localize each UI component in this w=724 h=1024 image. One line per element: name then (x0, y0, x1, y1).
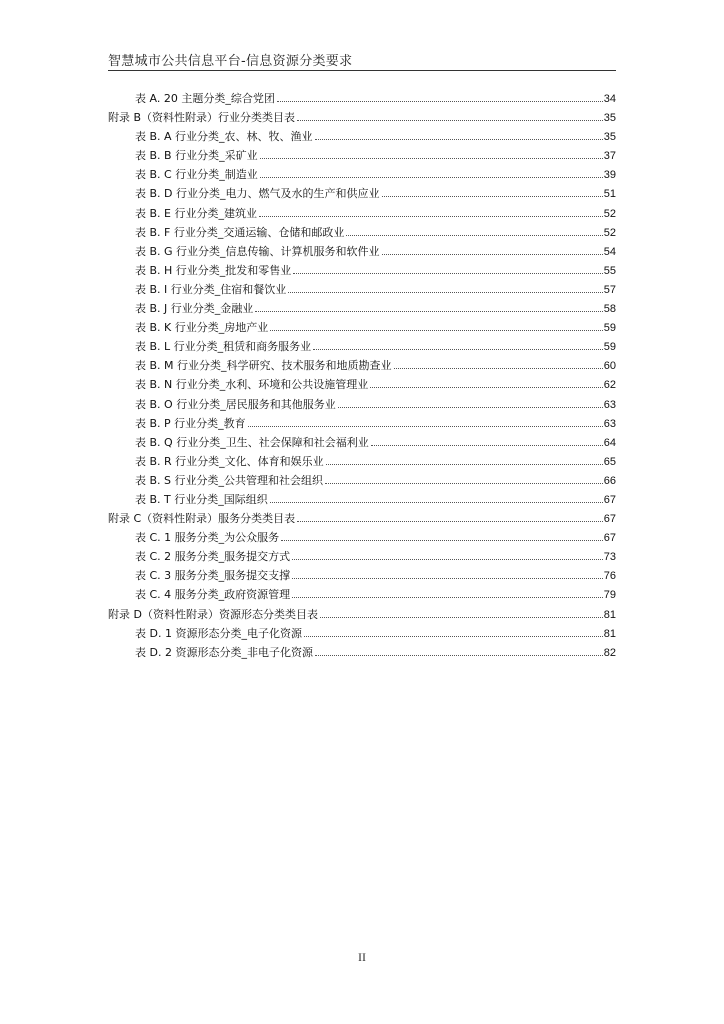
toc-table-entry[interactable] (108, 280, 616, 299)
toc-entry-label: 表 B. G 行业分类_信息传输、计算机服务和软件业 (135, 244, 380, 258)
toc-entry-page: 54 (603, 245, 616, 258)
toc-entry-label: 表 B. S 行业分类_公共管理和社会组织 (135, 473, 324, 487)
toc-entry-page: 51 (603, 188, 616, 201)
dot-leader (277, 100, 603, 102)
toc-entry-page: 35 (603, 131, 616, 144)
toc-table-entry[interactable] (108, 337, 616, 356)
toc-entry-label: 表 B. M 行业分类_科学研究、技术服务和地质勘查业 (135, 359, 392, 373)
toc-entry-label: 表 B. C 行业分类_制造业 (135, 168, 258, 182)
toc-table-entry[interactable] (108, 585, 616, 604)
toc-entry-page: 39 (603, 169, 616, 182)
toc-entry-label: 附录 B（资料性附录）行业分类类目表 (108, 111, 296, 125)
toc-entry-page: 59 (603, 322, 616, 335)
dot-leader (255, 310, 602, 312)
toc-entry-label: 表 B. J 行业分类_金融业 (135, 302, 254, 316)
toc-entry-label: 表 B. A 行业分类_农、林、牧、渔业 (135, 130, 313, 144)
toc-table-entry[interactable] (108, 624, 616, 643)
dot-leader (270, 329, 603, 331)
toc-table-entry[interactable] (108, 395, 616, 414)
toc-table-entry[interactable] (108, 528, 616, 547)
toc-entry-page: 73 (603, 551, 616, 564)
toc-entry-page: 35 (603, 112, 616, 125)
toc-entry-label: 表 B. R 行业分类_文化、体育和娱乐业 (135, 454, 324, 468)
toc-table-entry[interactable] (108, 165, 616, 184)
toc-entry-label: 表 B. N 行业分类_水利、环境和公共设施管理业 (135, 378, 369, 392)
toc-table-entry[interactable] (108, 204, 616, 223)
toc-entry-label: 表 B. E 行业分类_建筑业 (135, 206, 257, 220)
dot-leader (297, 520, 603, 522)
toc-entry-label: 附录 C（资料性附录）服务分类类目表 (108, 512, 296, 526)
toc-table-entry[interactable] (108, 471, 616, 490)
toc-table-entry[interactable] (108, 146, 616, 165)
dot-leader (270, 501, 603, 503)
dot-leader (297, 119, 603, 121)
dot-leader (288, 291, 602, 293)
toc-entry-label: 表 C. 2 服务分类_服务提交方式 (135, 550, 291, 564)
toc-entry-page: 67 (603, 532, 616, 545)
toc-entry-page: 63 (603, 398, 616, 411)
toc-table-entry[interactable] (108, 242, 616, 261)
toc-entry-page: 67 (603, 493, 616, 506)
dot-leader (346, 234, 602, 236)
toc-table-entry[interactable] (108, 356, 616, 375)
toc-entry-page: 65 (603, 455, 616, 468)
toc-entry-label: 表 B. T 行业分类_国际组织 (135, 492, 268, 506)
toc-entry-page: 37 (603, 150, 616, 163)
toc-entry-label: 表 B. K 行业分类_房地产业 (135, 321, 269, 335)
table-of-contents (108, 89, 616, 662)
toc-entry-page: 57 (603, 283, 616, 296)
toc-entry-page: 60 (603, 360, 616, 373)
toc-table-entry[interactable] (108, 547, 616, 566)
toc-entry-label: 表 D. 1 资源形态分类_电子化资源 (135, 626, 302, 640)
toc-entry-page: 76 (603, 570, 616, 583)
dot-leader (293, 272, 602, 274)
toc-entry-label: 表 B. B 行业分类_采矿业 (135, 149, 258, 163)
dot-leader (338, 406, 603, 408)
toc-entry-label: 表 B. H 行业分类_批发和零售业 (135, 263, 292, 277)
dot-leader (292, 577, 603, 579)
running-header: 智慧城市公共信息平台-信息资源分类要求 (108, 54, 353, 69)
toc-entry-page: 55 (603, 264, 616, 277)
toc-entry-label: 表 C. 4 服务分类_政府资源管理 (135, 588, 291, 602)
dot-leader (304, 635, 603, 637)
toc-entry-page: 52 (603, 207, 616, 220)
dot-leader (371, 444, 603, 446)
toc-table-entry[interactable] (108, 89, 616, 108)
dot-leader (325, 482, 603, 484)
toc-table-entry[interactable] (108, 452, 616, 471)
header-divider (108, 70, 616, 71)
toc-entry-label: 表 C. 1 服务分类_为公众服务 (135, 531, 280, 545)
dot-leader (260, 176, 603, 178)
toc-entry-page: 79 (603, 589, 616, 602)
toc-entry-label: 表 D. 2 资源形态分类_非电子化资源 (135, 645, 313, 659)
toc-entry-label: 表 C. 3 服务分类_服务提交支撑 (135, 569, 291, 583)
toc-entry-page: 58 (603, 303, 616, 316)
toc-entry-page: 81 (603, 608, 616, 621)
toc-table-entry[interactable] (108, 299, 616, 318)
toc-entry-label: 表 B. I 行业分类_住宿和餐饮业 (135, 282, 287, 296)
toc-table-entry[interactable] (108, 127, 616, 146)
toc-table-entry[interactable] (108, 433, 616, 452)
toc-entry-page: 34 (603, 93, 616, 105)
dot-leader (281, 539, 603, 541)
toc-entry-page: 67 (603, 513, 616, 526)
toc-entry-label: 附录 D（资料性附录）资源形态分类类目表 (108, 607, 318, 621)
toc-entry-page: 52 (603, 226, 616, 239)
toc-entry-page: 66 (603, 474, 616, 487)
dot-leader (313, 348, 603, 350)
toc-entry-page: 62 (603, 379, 616, 392)
toc-entry-label: 表 A. 20 主题分类_综合党团 (135, 92, 275, 105)
dot-leader (320, 616, 603, 618)
page-number: II (358, 950, 366, 964)
toc-table-entry[interactable] (108, 223, 616, 242)
dot-leader (315, 654, 603, 656)
toc-entry-label: 表 B. D 行业分类_电力、燃气及水的生产和供应业 (135, 187, 380, 201)
dot-leader (248, 425, 603, 427)
toc-table-entry[interactable] (108, 318, 616, 337)
toc-entry-label: 表 B. O 行业分类_居民服务和其他服务业 (135, 397, 336, 411)
toc-entry-page: 82 (603, 646, 616, 659)
toc-appendix-entry[interactable] (108, 509, 616, 528)
toc-table-entry[interactable] (108, 643, 616, 662)
toc-table-entry[interactable] (108, 261, 616, 280)
dot-leader (382, 253, 603, 255)
toc-table-entry[interactable] (108, 490, 616, 509)
toc-table-entry[interactable] (108, 414, 616, 433)
dot-leader (292, 558, 603, 560)
toc-entry-page: 64 (603, 436, 616, 449)
dot-leader (370, 386, 602, 388)
toc-entry-label: 表 B. Q 行业分类_卫生、社会保障和社会福利业 (135, 435, 369, 449)
dot-leader (259, 215, 603, 217)
dot-leader (292, 596, 603, 598)
toc-appendix-entry[interactable] (108, 605, 616, 624)
toc-entry-page: 59 (603, 341, 616, 354)
dot-leader (260, 157, 603, 159)
toc-entry-label: 表 B. L 行业分类_租赁和商务服务业 (135, 340, 312, 354)
toc-entry-label: 表 B. P 行业分类_教育 (135, 416, 246, 430)
toc-table-entry[interactable] (108, 566, 616, 585)
dot-leader (326, 463, 603, 465)
toc-appendix-entry[interactable] (108, 108, 616, 127)
toc-entry-label: 表 B. F 行业分类_交通运输、仓储和邮政业 (135, 225, 345, 239)
toc-table-entry[interactable] (108, 184, 616, 203)
toc-entry-page: 63 (603, 417, 616, 430)
toc-entry-page: 81 (603, 627, 616, 640)
dot-leader (315, 138, 603, 140)
dot-leader (382, 195, 603, 197)
toc-table-entry[interactable] (108, 375, 616, 394)
dot-leader (394, 367, 603, 369)
